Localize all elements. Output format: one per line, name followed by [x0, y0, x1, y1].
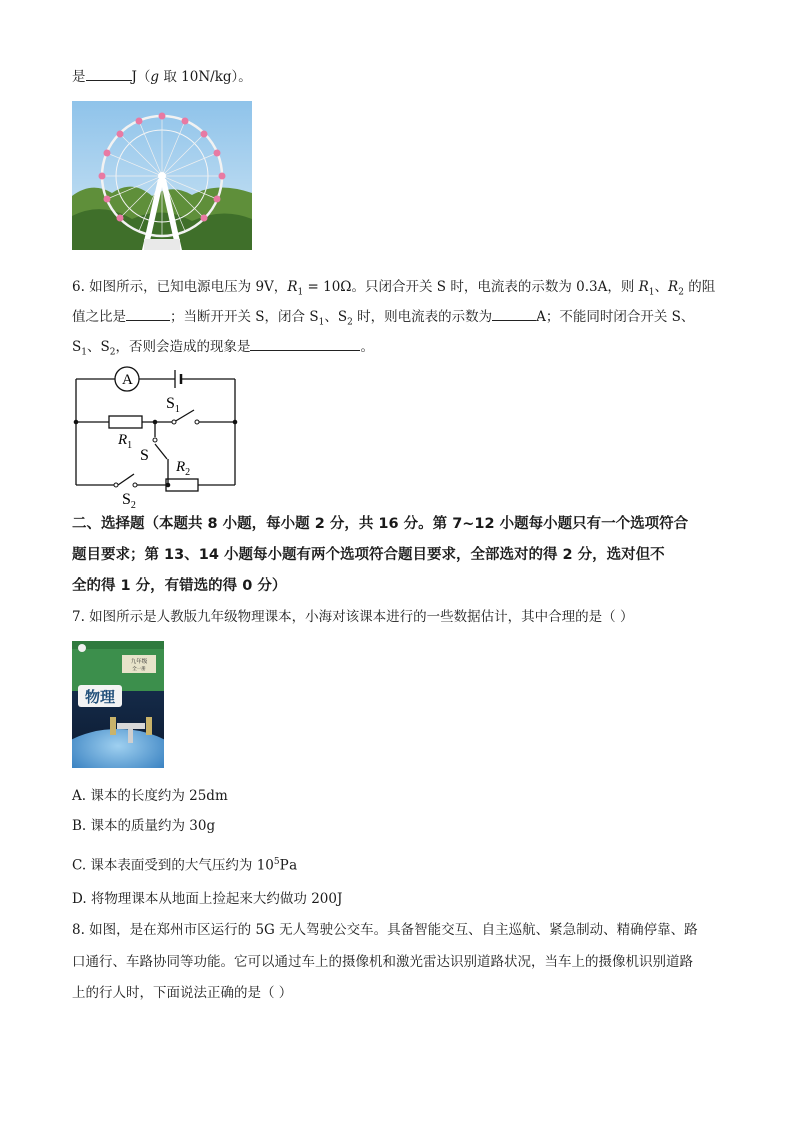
q6-line-3: $S_1$、$S_2$，否则会造成的现象是 。	[72, 336, 374, 363]
ratio-blank[interactable]	[126, 306, 170, 321]
ammeter-label: A	[122, 372, 133, 388]
q7-option-a[interactable]: A. 课本的长度约为 25dm	[72, 788, 228, 804]
svg-text:全一册: 全一册	[132, 667, 146, 672]
s2-switch-blade	[118, 474, 134, 485]
ferris-wheel-photo	[72, 101, 252, 250]
section2-line-2: 题目要求；第 13、14 小题每小题有两个选项符合题目要求，全部选对的得 2 分，选对但不	[72, 547, 665, 563]
current-blank[interactable]	[492, 306, 536, 321]
s1-label: $S_1$	[166, 395, 180, 415]
section2-line-3: 全的得 1 分，有错选的得 0 分）	[72, 578, 287, 594]
physics-textbook-cover	[72, 641, 164, 768]
q7-option-b[interactable]: B. 课本的质量约为 30g	[72, 818, 216, 834]
q8-line-1: 8. 如图，是在郑州市区运行的 5G 无人驾驶公交车。具备智能交互、自主巡航、紧急制动、精确停靠、路	[72, 922, 698, 938]
svg-text:九年级: 九年级	[130, 659, 148, 665]
q7-stem: 7. 如图所示是人教版九年级物理课本，小海对该课本进行的一些数据估计，其中合理的是（ ）	[72, 609, 634, 625]
q8-line-3: 上的行人时，下面说法正确的是（ ）	[72, 985, 293, 1001]
s2-label: $S_2$	[122, 491, 136, 510]
r1-resistor	[109, 416, 142, 428]
q5-tail-line: 是 J（g 取 10N/kg）。	[72, 66, 252, 87]
r2-label: $R_2$	[176, 459, 191, 478]
q7-option-d[interactable]: D. 将物理课本从地面上捡起来大约做功 200J	[72, 891, 343, 907]
q6-line-2: 值之比是 ；当断开开关 S，闭合 $S_1$、$S_2$ 时，则电流表的示数为 A；不能同时闭合开关 S、	[72, 306, 694, 333]
circuit-diagram	[72, 364, 242, 510]
section2-line-1: 二、选择题（本题共 8 小题，每小题 2 分，共 16 分。第 7~12 小题每小题只有一个选项符合	[72, 516, 689, 532]
s-label: S	[140, 447, 149, 464]
r2-resistor	[166, 479, 198, 491]
q7-option-c[interactable]: C. 课本表面受到的大气压约为 $10^5Pa$	[72, 857, 299, 874]
s-switch-blade	[155, 444, 167, 459]
r1-label: $R_1$	[118, 432, 133, 451]
q8-line-2: 口通行、车路协同等功能。它可以通过车上的摄像机和激光雷达识别道路状况，当车上的摄像机识别道路	[72, 954, 693, 970]
answer-blank[interactable]	[86, 66, 132, 81]
q6-line-1: 6. 如图所示，已知电源电压为 9V，$R_1 = 10\Omega$。只闭合开关 S 时，电流表的示数为 0.3A，则 $R_1$、$R_2$ 的阻	[72, 279, 716, 298]
phenomenon-blank[interactable]	[250, 336, 360, 351]
book-title: 物理	[84, 688, 116, 706]
